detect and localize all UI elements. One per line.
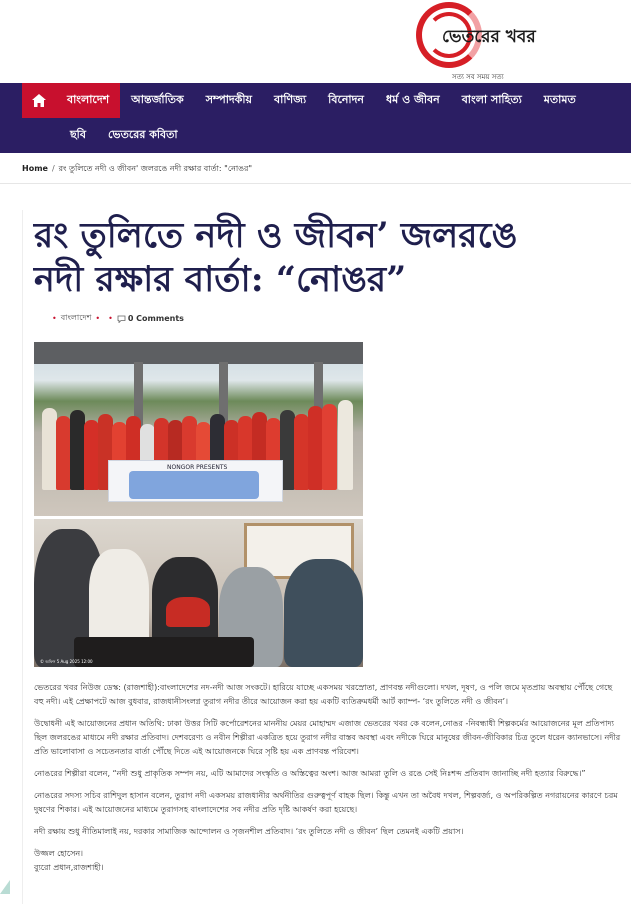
article-title-line1: রং তুলিতে নদী ও জীবন’ জলরঙে	[34, 215, 518, 256]
meta-dot-icon: •	[52, 314, 57, 323]
article-paragraph: নোঙরের শিল্পীরা বলেন, “নদী শুধু প্রাকৃতিক সম্পদ নয়, এটি আমাদের সংস্কৃতি ও অস্তিত্বের অংশ। আজ আমরা তুলি ও রঙে সেই নিঃশব্দ প্রতিবাদ জানাচ্ছি নদী হত্যার বিরুদ্ধে।”	[34, 769, 586, 778]
photo-person	[308, 406, 323, 490]
home-icon	[32, 94, 46, 107]
photo-banner-paint	[129, 471, 259, 499]
nav-item-business[interactable]: বাণিজ্য	[274, 93, 307, 106]
article-category-link[interactable]: বাংলাদেশ	[60, 313, 92, 322]
photo-person	[284, 559, 363, 667]
nav-item-poetry[interactable]: ভেতরের কবিতা	[107, 128, 178, 141]
nav-item-international[interactable]: আন্তর্জাতিক	[131, 93, 184, 106]
meta-dot-icon: •	[95, 314, 101, 323]
breadcrumb-home-link[interactable]: Home	[22, 164, 48, 173]
photo-person	[89, 549, 149, 649]
photo-person	[56, 416, 71, 490]
nav-home-button[interactable]	[22, 83, 56, 118]
nav-item-literature[interactable]: বাংলা সাহিত্য	[461, 93, 522, 106]
photo-roof	[34, 342, 363, 364]
nav-row-secondary	[22, 118, 189, 153]
photo-timestamp: © অফিস 5 Aug 2025 12:00	[40, 659, 93, 664]
nav-item-photos[interactable]: ছবি	[70, 128, 86, 141]
comment-icon	[117, 315, 126, 323]
logo-text: ভেতরের খবর	[442, 27, 536, 47]
article-body	[34, 681, 624, 875]
article-photo-group	[34, 342, 363, 516]
photo-person	[42, 408, 57, 490]
nav-item-entertainment[interactable]: বিনোদন	[328, 93, 364, 106]
author-role: ব্যুরো প্রধান,রাজশাহী।	[34, 863, 104, 872]
breadcrumb-separator: /	[51, 164, 55, 173]
article-comments-link[interactable]: 0 Comments	[127, 314, 184, 323]
photo-banner	[108, 460, 283, 502]
article-paragraph: নোঙরের সদস্য সচিব রাশিদুল হাসান বলেন, তুরাগ নদী একসময় রাজধানীর অর্থনীতির গুরুত্বপূর্ণ বাহক ছিল। কিন্তু এখন তা অবৈধ দখল, শিল্পবর্জ্য, ও অপরিকল্পিত নগরায়নের কারণে চরম দুষণের শিকার। এই আয়োজনের মাধ্যমে তুরাগসহ বাংলাদেশের সব নদীর প্রতি দৃষ্টি আকর্ষণ করা হয়েছে।	[34, 791, 618, 814]
photo-person	[70, 410, 85, 490]
site-logo[interactable]	[416, 2, 546, 82]
nav-item-religion[interactable]: ধর্ম ও জীবন	[385, 93, 440, 106]
nav-row-primary	[22, 83, 587, 118]
nav-item-editorial[interactable]: সম্পাদকীয়	[205, 93, 253, 106]
nav-item-bangladesh[interactable]: বাংলাদেশ	[56, 83, 120, 118]
header-divider	[0, 183, 631, 184]
site-header	[0, 0, 631, 83]
article-paragraph: নদী রক্ষায় শুধু নীতিমালাই নয়, দরকার সামাজিক আন্দোলন ও সৃজনশীল প্রতিবাদ। ‘রং তুলিতে নদী ও জীবন’ ছিল তেমনই একটি প্রয়াস।	[34, 827, 464, 836]
photo-person	[294, 414, 309, 490]
photo-apron	[166, 597, 210, 627]
logo-tagline: সত্য সব সময় সত্য	[452, 73, 504, 81]
photo-person	[338, 400, 353, 490]
meta-dot-icon: •	[108, 314, 113, 323]
main-nav	[0, 83, 631, 153]
author-name: উজ্জল হোসেন।	[34, 849, 84, 858]
page-corner-decoration	[0, 880, 10, 894]
article-meta	[48, 312, 184, 325]
breadcrumb	[22, 163, 252, 176]
article-paragraph: ভেতরের খবর নিউজ ডেস্ক: (রাজশাহী):বাংলাদেশের নদ-নদী আজ সংকটে। হারিয়ে যাচ্ছে একসময় খরস্রোতা, প্রাণবন্ত নদীগুলো। দখল, দূষণ, ও পলি জমে মৃতপ্রায় অবস্থায় পৌঁছে গেছে বহু নদী। এই প্রেক্ষাপটে আজ বুধবার, রাজধানীসংলগ্ন তুরাগ নদীর তীরে আয়োজন করা হয় একটি ব্যতিক্রমধর্মী আর্ট ক্যাম্প- ‘রং তুলিতে নদী ও জীবন’।	[34, 683, 613, 706]
nav-item-opinion[interactable]: মতামত	[543, 93, 576, 106]
article-photo-meeting	[34, 519, 363, 667]
photo-banner-text: NONGOR PRESENTS	[167, 464, 228, 471]
photo-table	[74, 637, 254, 667]
article-paragraph: উদ্বোধনী এই আয়োজনের প্রধান অতিথি: ঢাকা উত্তর সিটি কর্পোরেশনের মাননীয় মেয়র মোহাম্মদ এজাজ ভেতরের খবর কে বলেন,নোঙর -নিবন্ধাধী শিল্পকর্মের আয়োজনের মূল প্রতিপাদ্য ছিল জলরঙের মাধ্যমে নদী রক্ষার প্রতিবাদ। দেশবরেণ্য ও নবীন শিল্পীরা একত্রিত হয়ে তুরাগ নদীর বাস্তব অবস্থা এবং নদীকে ঘিরে মানুষের জীবন-জীবিকার চিত্র তুলে ধরেন ক্যানভাসে। নদীর প্রতি ভালোবাসা ও সচেতনতার বার্তা পৌঁছে দিতে এই আয়োজনকে ঘিরে সৃষ্টি হয় এক প্রাণবন্ত পরিবেশ।	[34, 719, 621, 756]
photo-person	[84, 420, 99, 490]
photo-person	[322, 404, 337, 490]
breadcrumb-current: রং তুলিতে নদী ও জীবন' জলরঙে নদী রক্ষার বার্তা: "নোঙর"	[58, 164, 253, 173]
article-title	[34, 214, 624, 302]
article-title-line2: নদী রক্ষার বার্তা: “নোঙর”	[34, 259, 407, 300]
